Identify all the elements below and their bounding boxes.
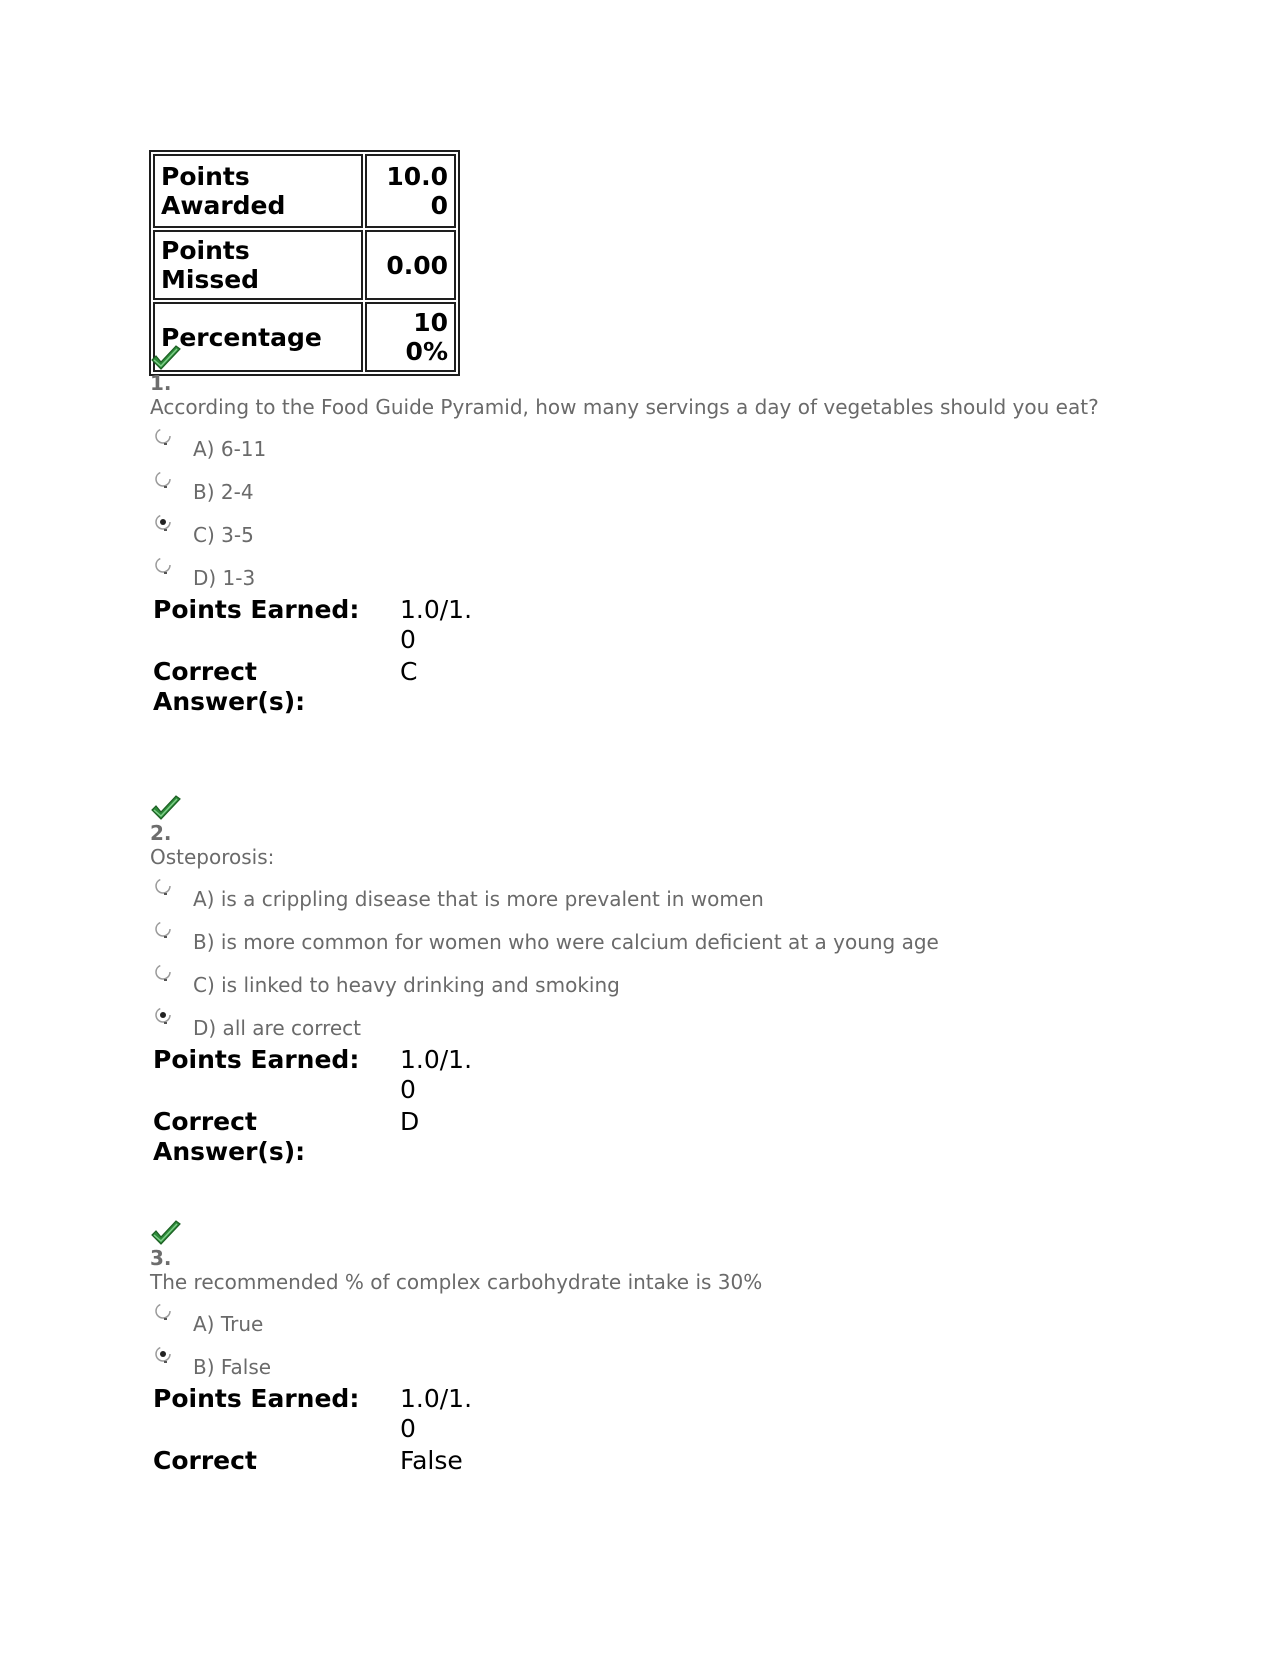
percentage-value: 100% <box>365 302 456 372</box>
answer-option-d[interactable] <box>150 552 1100 595</box>
correct-answers-label: Correct Answer(s): <box>153 657 306 716</box>
question-2 <box>150 795 1100 1167</box>
points-awarded-value: 10.00 <box>365 154 456 228</box>
question-number: 3. <box>150 1246 172 1270</box>
correct-check-icon <box>150 1220 182 1248</box>
points-earned-label: Points Earned: <box>153 1384 360 1413</box>
correct-answer-value: D <box>400 1107 420 1136</box>
radio-selected-icon[interactable] <box>153 1344 175 1366</box>
option-label: D) 1-3 <box>193 566 256 590</box>
radio-unselected-icon[interactable] <box>153 1301 175 1323</box>
radio-unselected-icon[interactable] <box>153 962 175 984</box>
option-label: D) all are correct <box>193 1016 362 1040</box>
answer-option-b[interactable] <box>150 1341 1100 1384</box>
answer-options <box>150 1298 1100 1384</box>
option-label: C) 3-5 <box>193 523 254 547</box>
radio-unselected-icon[interactable] <box>153 876 175 898</box>
answer-option-a[interactable] <box>150 1298 1100 1341</box>
correct-label: Correct <box>153 1446 257 1475</box>
question-results <box>150 1045 480 1167</box>
question-results <box>150 1384 480 1476</box>
summary-row-points-awarded <box>153 154 456 228</box>
answer-option-a[interactable] <box>150 423 1100 466</box>
answer-option-a[interactable] <box>150 873 1100 916</box>
correct-check-icon <box>150 345 182 373</box>
question-text: According to the Food Guide Pyramid, how many servings a day of vegetables should you eat? <box>150 395 1099 419</box>
answer-option-c[interactable] <box>150 959 1100 1002</box>
radio-unselected-icon[interactable] <box>153 469 175 491</box>
points-earned-value: 1.0/1.0 <box>400 1045 473 1104</box>
answer-option-b[interactable] <box>150 466 1100 509</box>
question-text: Osteporosis: <box>150 845 275 869</box>
points-missed-label: Points Missed <box>153 230 363 300</box>
correct-answers-label: Correct Answer(s): <box>153 1107 306 1166</box>
points-earned-label: Points Earned: <box>153 1045 360 1074</box>
correct-answer-value: C <box>400 657 418 686</box>
radio-unselected-icon[interactable] <box>153 426 175 448</box>
correct-check-icon <box>150 795 182 823</box>
radio-unselected-icon[interactable] <box>153 555 175 577</box>
points-earned-value: 1.0/1.0 <box>400 595 473 654</box>
option-label: B) 2-4 <box>193 480 254 504</box>
points-earned-label: Points Earned: <box>153 595 360 624</box>
summary-row-points-missed <box>153 230 456 300</box>
question-text: The recommended % of complex carbohydrate intake is 30% <box>150 1270 763 1294</box>
radio-selected-icon[interactable] <box>153 512 175 534</box>
option-label: B) is more common for women who were calcium deficient at a young age <box>193 930 939 954</box>
answer-options <box>150 423 1100 595</box>
answer-option-b[interactable] <box>150 916 1100 959</box>
answer-options <box>150 873 1100 1045</box>
percentage-label: Percentage <box>153 302 363 372</box>
option-label: B) False <box>193 1355 272 1379</box>
question-1 <box>150 345 1100 717</box>
radio-unselected-icon[interactable] <box>153 919 175 941</box>
answer-option-d[interactable] <box>150 1002 1100 1045</box>
question-3 <box>150 1220 1100 1476</box>
question-number: 1. <box>150 371 172 395</box>
option-label: A) 6-11 <box>193 437 267 461</box>
option-label: A) True <box>193 1312 264 1336</box>
question-number: 2. <box>150 821 172 845</box>
option-label: A) is a crippling disease that is more prevalent in women <box>193 887 764 911</box>
radio-selected-icon[interactable] <box>153 1005 175 1027</box>
score-summary-table <box>149 150 460 376</box>
correct-answer-value: False <box>400 1446 463 1475</box>
answer-option-c[interactable] <box>150 509 1100 552</box>
question-results <box>150 595 480 717</box>
points-missed-value: 0.00 <box>365 230 456 300</box>
points-awarded-label: Points Awarded <box>153 154 363 228</box>
option-label: C) is linked to heavy drinking and smoking <box>193 973 620 997</box>
points-earned-value: 1.0/1.0 <box>400 1384 473 1443</box>
